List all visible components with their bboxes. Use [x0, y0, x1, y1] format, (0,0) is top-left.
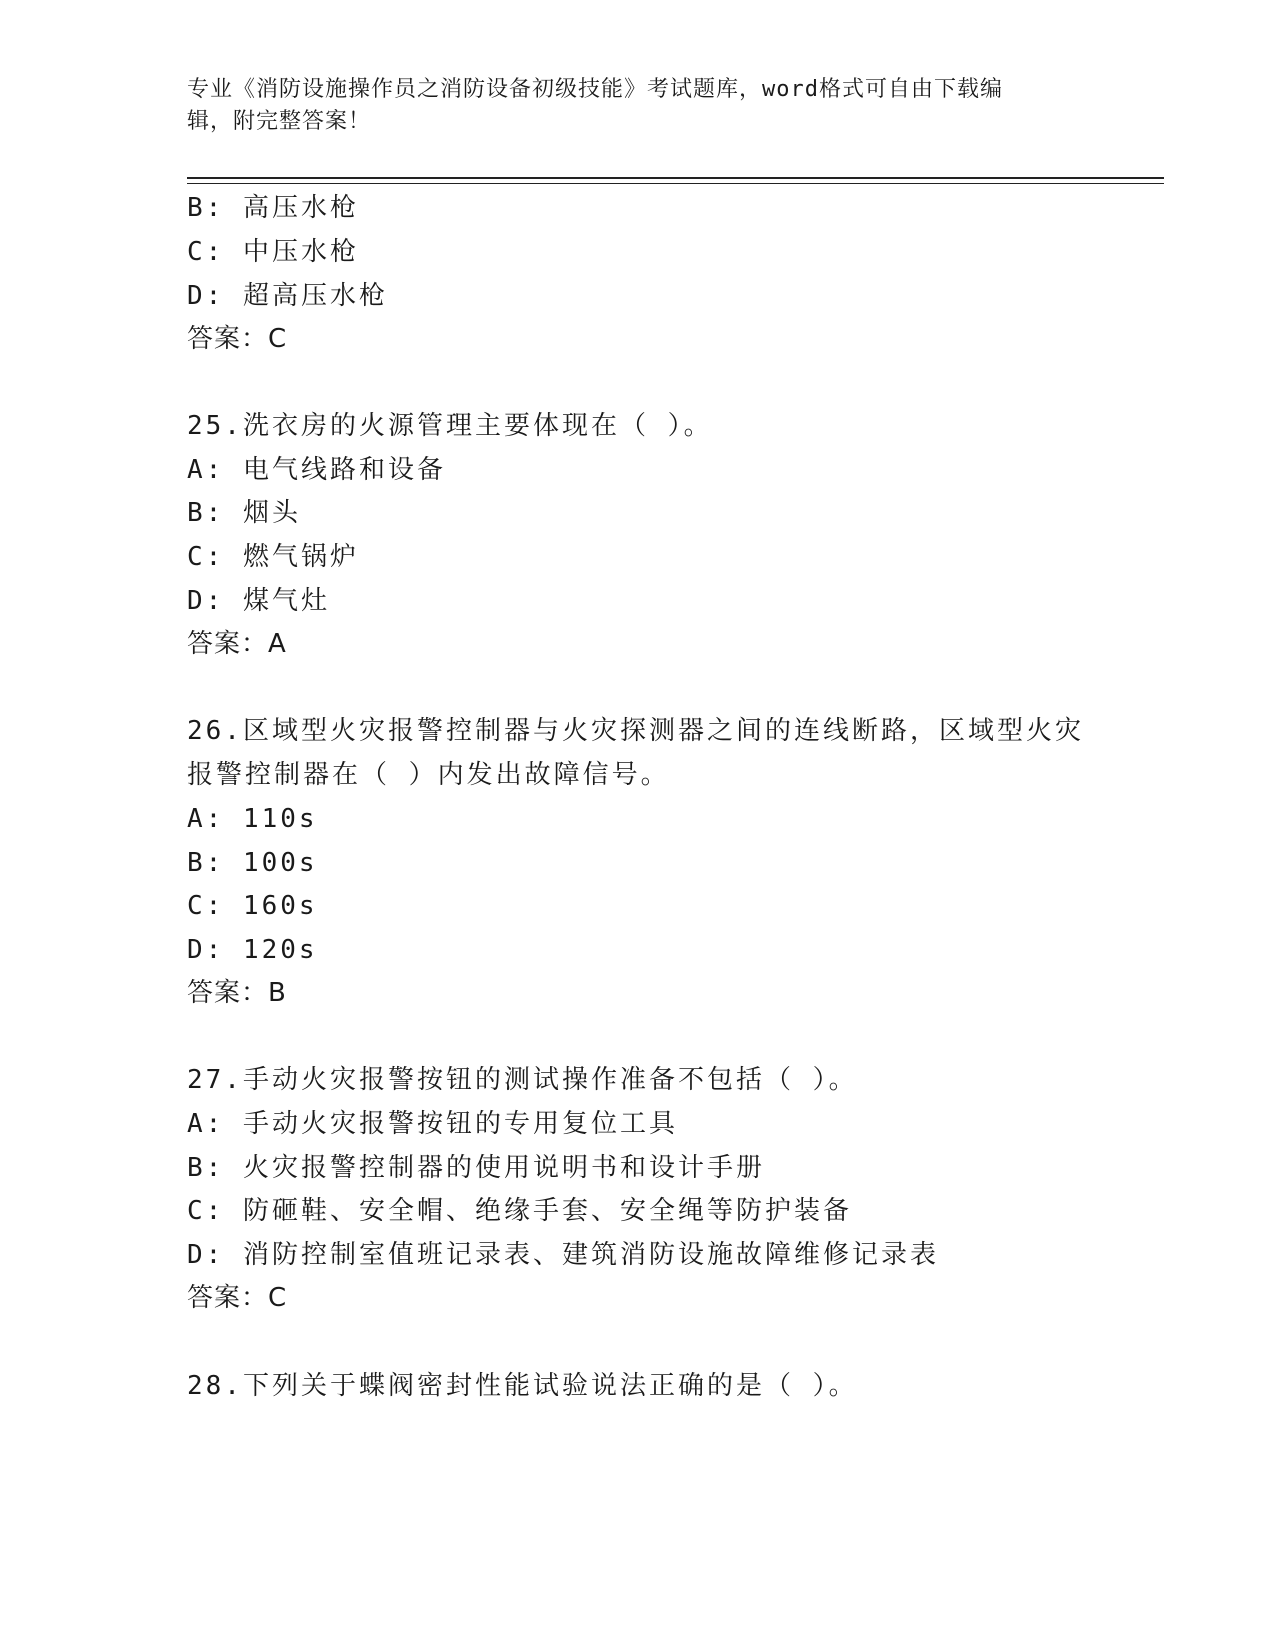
q25-answer: 答案：A — [187, 629, 287, 659]
q24-answer: 答案：C — [187, 324, 288, 354]
header-divider-thin — [187, 183, 1164, 184]
q27-option-c: C: 防砸鞋、安全帽、绝缘手套、安全绳等防护装备 — [187, 1196, 852, 1226]
q24-option-d: D: 超高压水枪 — [187, 281, 388, 311]
q27-answer: 答案：C — [187, 1283, 288, 1313]
q27-option-a: A: 手动火灾报警按钮的专用复位工具 — [187, 1109, 678, 1139]
q26-option-c: C: 160s — [187, 891, 318, 921]
document-header — [187, 74, 1077, 138]
q25-option-d: D: 煤气灶 — [187, 586, 330, 616]
q25-option-b: B: 烟头 — [187, 498, 301, 528]
q24-option-c: C: 中压水枪 — [187, 237, 359, 267]
q27-option-b: B: 火灾报警控制器的使用说明书和设计手册 — [187, 1153, 765, 1183]
q26-question-line-2: 报警控制器在（ ）内发出故障信号。 — [187, 760, 670, 790]
q25-option-a: A: 电气线路和设备 — [187, 455, 446, 485]
q24-option-b: B: 高压水枪 — [187, 193, 359, 223]
q26-answer: 答案：B — [187, 978, 287, 1008]
q25-question: 25.洗衣房的火源管理主要体现在（ ）。 — [187, 411, 713, 441]
q26-option-d: D: 120s — [187, 935, 318, 965]
header-divider-thick — [187, 177, 1164, 179]
header-line-2: 辑，附完整答案！ — [187, 109, 372, 134]
q26-question-line-1: 26.区域型火灾报警控制器与火灾探测器之间的连线断路，区域型火灾 — [187, 716, 1084, 746]
q26-option-b: B: 100s — [187, 848, 318, 878]
q25-option-c: C: 燃气锅炉 — [187, 542, 359, 572]
q27-option-d: D: 消防控制室值班记录表、建筑消防设施故障维修记录表 — [187, 1240, 939, 1270]
q26-option-a: A: 110s — [187, 804, 318, 834]
q28-question: 28.下列关于蝶阀密封性能试验说法正确的是（ ）。 — [187, 1371, 858, 1401]
header-line-1: 专业《消防设施操作员之消防设备初级技能》考试题库，word格式可自由下载编 — [187, 77, 1003, 102]
q27-question: 27.手动火灾报警按钮的测试操作准备不包括（ ）。 — [187, 1065, 858, 1095]
